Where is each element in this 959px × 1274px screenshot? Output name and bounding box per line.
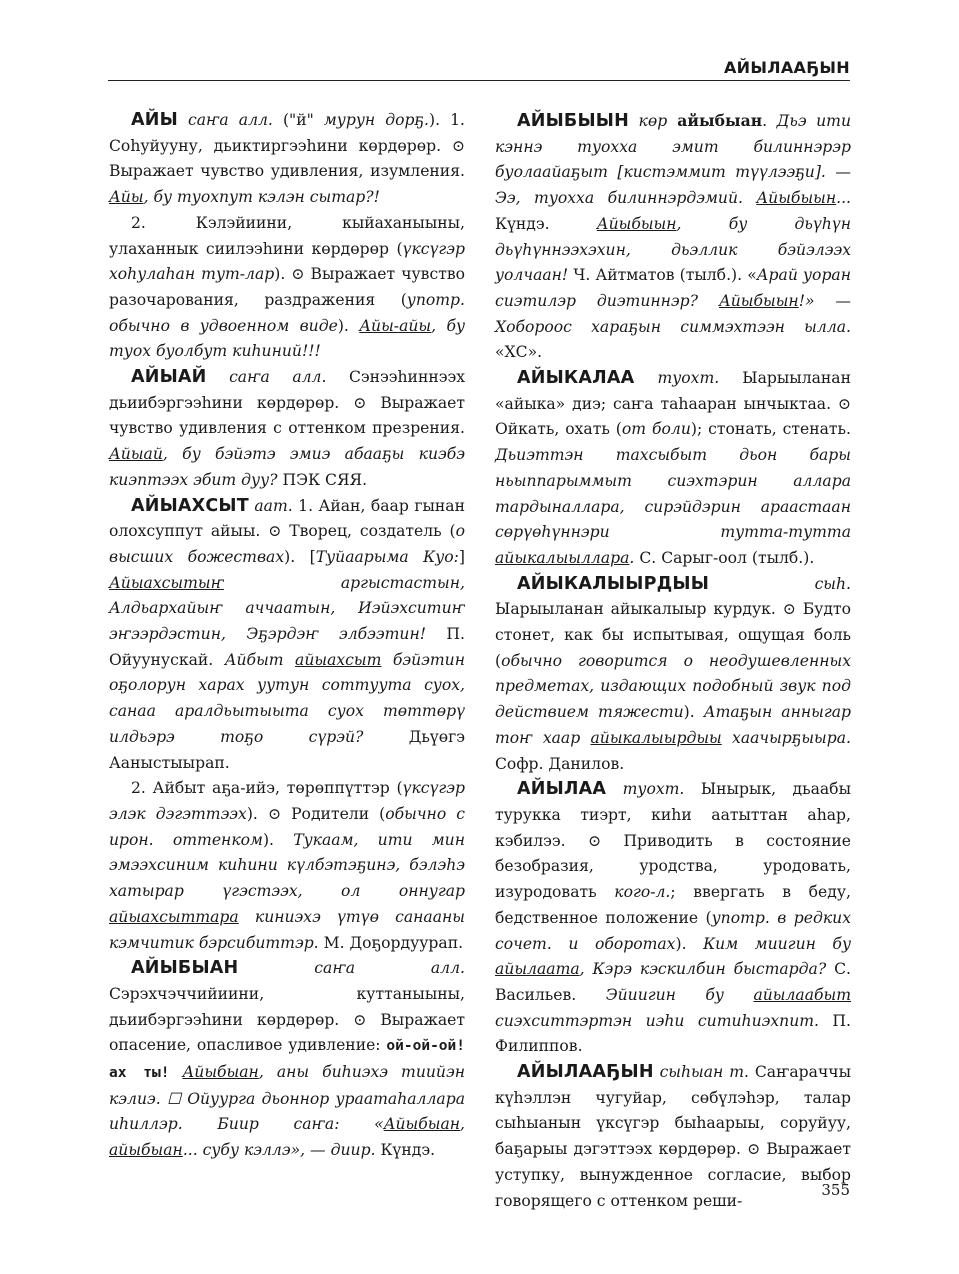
entry-text-segment: ). <box>683 703 704 722</box>
entry-text-segment: ). <box>675 934 704 953</box>
entry-headword: АЙЫЛААҔЫН <box>517 1062 654 1083</box>
entry-text-segment: Саҥараччы күһэллэн чугуйар, сөбүлэһэр, талар сыһыанын үксүгэр быһаарыы, соруйуу, баҕарыы дэгэттээх көрдөрөр. ⊙ Выражает уступку, вынужденное согласие, выбор говорящего с оттенком реши- <box>495 1063 851 1210</box>
entry-text-segment: Софр. Данилов. <box>495 754 625 773</box>
entry-text-segment: Айы-айы <box>359 316 432 335</box>
entry-text-segment: ). ⊙ Выражает чувство разочарования, раздражения ( <box>109 265 465 309</box>
entry-text-segment: М. Доҕордуурап. <box>318 933 464 952</box>
entry-text-segment: айыбыан <box>109 1141 183 1160</box>
entry-text-segment: Атаҕын анныгар тоҥ хаар <box>495 703 851 747</box>
entry-text-segment: Туйаарыма Куо: <box>315 547 459 566</box>
entry-text-segment: ). [ <box>284 547 316 566</box>
entry-text-segment: Айыахсытыҥ <box>109 573 224 592</box>
entry-text-segment: Эйиигин бу <box>605 985 754 1004</box>
entry-text-segment: П. Филиппов. <box>495 1011 851 1056</box>
entry-text-segment: Айыбыын <box>596 214 677 233</box>
entry-headword: АЙЫКАЛЫЫРДЫЫ <box>517 573 710 594</box>
entry-text-segment: айыбыан <box>667 111 763 130</box>
entry-text-segment: о высших божествах <box>109 522 465 566</box>
entry-text-segment: ой-ой-ой! ах ты! <box>109 1038 465 1082</box>
entry-text-segment: Сэрэхчэччийиини, куттаныыны, дьиибэргээһини көрдөрөр. ⊙ Выражает опасение, опасливое удивление: <box>109 984 465 1055</box>
entry-text-segment: айыкалыыллара <box>495 548 630 567</box>
left-column <box>109 108 465 1164</box>
header-rule <box>108 80 850 81</box>
entry-text-segment: ] <box>458 547 465 566</box>
entry-text-segment: Арай уоран сиэтилэр диэтиннэр? <box>495 266 851 310</box>
entry-text-segment: аат. <box>254 496 293 515</box>
entry-text-segment: употр. обычно в удвоенном виде <box>109 290 465 335</box>
entry-text-segment: «ХС». <box>495 343 543 362</box>
entry-text-segment: С. Васильев. <box>495 960 851 1004</box>
entry-text-segment: үксүгэр хоһулаһан тут-лар <box>109 239 465 284</box>
entry-text-segment: Дьэ ити кэннэ туохха эмит билиннэрэр буолаайаҕыт [кистэммит түүлээҕи]. <box>495 112 851 182</box>
entry-text-segment: саҥа алл. <box>229 368 327 387</box>
entry-text-segment: көр <box>638 112 668 130</box>
right-column <box>495 108 851 1214</box>
entry-headword: АЙЫБЫАН <box>131 958 239 979</box>
entry-text-segment: киниэхэ үтүө санааны кэмчитик бэрсибиттэр. <box>109 907 465 952</box>
entry-headword: АЙЫКАЛАА <box>517 368 635 389</box>
entry-text-segment: Айыай <box>109 445 163 464</box>
entry-text-segment: сыһыан т. <box>659 1063 749 1082</box>
entry-text-segment: обычно говорится о неодушевленных предметах, издающих подобный звук под действием тяжести <box>495 651 851 722</box>
dictionary-entry <box>109 956 465 1164</box>
dictionary-entry <box>109 211 465 365</box>
entry-text-segment: , аны биһиэхэ тиийэн кэлиэ. ☐ Ойуурга дьоннор ураатаһаллара иһиллэр. Биир саҥа: « <box>109 1063 465 1134</box>
entry-text-segment: аргыстастын, Алдьархайыҥ аччаатын, Иэйэхситиҥ эҥээрдэстин, Эҕэрдэҥ элбээтин! <box>109 573 465 644</box>
entry-text-segment: Күндэ. <box>495 214 597 233</box>
entry-text-segment: Айыбыан <box>182 1063 259 1082</box>
entry-text-segment: обычно с ирон. оттенком <box>109 804 465 849</box>
dictionary-entry <box>109 365 465 494</box>
entry-text-segment: туохт. <box>622 780 685 799</box>
entry-text-segment: употр. в редких сочет. и оборотах <box>495 908 851 953</box>
entry-text-segment: Айбыт <box>224 650 296 669</box>
entry-text-segment: кого-л. <box>614 883 671 902</box>
entry-text-segment: 1. Айан, баар гынан олохсуппут айыы. ⊙ Творец, создатель ( <box>109 496 465 541</box>
entry-headword: АЙЫ <box>131 110 178 130</box>
entry-text-segment: Ээ, туохха билиннэрдэмий. <box>495 189 757 208</box>
entry-text-segment: , <box>460 1115 465 1134</box>
entry-text-segment: С. Сарыг-оол (тылб.). <box>634 548 815 567</box>
entry-text-segment: ... <box>836 189 851 208</box>
entry-text-segment: ). <box>337 316 360 335</box>
entry-text-segment: Сэнээһиннээх дьиибэргээһини көрдөрөр. ⊙ Выражает чувство удивления с оттенком презрения. <box>109 368 465 438</box>
dictionary-entry <box>495 108 851 366</box>
entry-text-segment: сиэхситтэртэн иэһи ситиһиэхпит. <box>495 1011 819 1030</box>
entry-text-segment: от боли <box>621 420 691 439</box>
entry-headword: АЙЫЛАА <box>517 779 607 800</box>
entry-text-segment: , бу дьүһүн дьүһүннээхэхин, дьэллик бэйэлээх уолчаан! <box>495 214 851 285</box>
entry-text-segment: Дьүөгэ Ааныстыырап. <box>109 727 465 772</box>
entry-text-segment: ). ⊙ Родители ( <box>246 804 386 823</box>
entry-text-segment: Хобороос хараҕын симмэхтээн ылла. <box>495 317 851 336</box>
entry-headword: АЙЫАХСЫТ <box>131 495 249 516</box>
entry-headword: АЙЫБЫЫН <box>517 111 629 131</box>
entry-text-segment: Ыарыыланан «айыка» диэ; саҥа таһааран ынчыктаа. ⊙ Ойкать, охать ( <box>495 369 851 439</box>
dictionary-entry <box>495 1060 851 1214</box>
entry-text-segment: Айыбыан <box>383 1115 461 1134</box>
dictionary-entry <box>109 776 465 956</box>
entry-text-segment: ПЭК СЯЯ. <box>277 470 368 489</box>
entry-text-segment: Дьиэттэн тахсыбыт дьон бары ньыппарыммыт сиэхтэрин аллара тардыналлара, сирэйдэрин араастаан сөрүөһүннэри тутта-тутта <box>495 446 851 542</box>
entry-text-segment: туохт. <box>657 369 720 388</box>
entry-text-segment: саҥа алл. <box>314 959 465 978</box>
entry-text-segment: . <box>629 548 635 567</box>
dictionary-entry <box>109 494 465 777</box>
entry-text-segment <box>169 1063 182 1081</box>
entry-text-segment: Ким миигин бу <box>703 934 851 953</box>
entry-text-segment: Ч. Айтматов (тылб.). « <box>568 266 757 285</box>
dictionary-entry <box>495 777 851 1060</box>
entry-text-segment: Ынырык, дьаабы турукка тиэрт, киһи аатыттан аһар, кэбилээ. ⊙ Приводить в состояние безобразия, уродства, уродовать, изуродовать <box>495 780 851 902</box>
entry-text-segment: , бу бэйэтэ эмиэ абааҕы киэбэ киэптээх эбит дуу? <box>109 445 465 489</box>
entry-text-segment: мурун дорҕ. <box>323 111 429 129</box>
entry-text-segment: Күндэ. <box>375 1141 436 1160</box>
entry-text-segment: , бу туох буолбут киһиний!!! <box>109 316 466 361</box>
entry-text-segment: Айыбыын <box>718 291 799 310</box>
entry-text-segment: айыкалыырдыы <box>590 728 722 747</box>
entry-text-segment: бэйэтин оҕолорун харах уутун соттуута суох, санаа аралдьытыыта суох төттөрү илдьэрэ тоҕо сүрэй? <box>109 650 465 746</box>
entry-text-segment: ; ввергать в беду, бедственное положение ( <box>495 883 851 927</box>
entry-headword: АЙЫАЙ <box>131 367 207 388</box>
running-head: АЙЫЛААҔЫН <box>723 58 850 77</box>
entry-text-segment: ). <box>262 830 294 849</box>
entry-text-segment: ... субу кэллэ», — диир. <box>182 1141 376 1160</box>
entry-text-segment: айыахсыттара <box>109 907 239 926</box>
entry-text-segment: саҥа алл. <box>188 111 273 129</box>
entry-text-segment: айыахсыт <box>295 650 382 669</box>
dictionary-entry <box>495 366 851 572</box>
entry-text-segment: Тукаам, ити мин эмээхсиним киһини күлбэтэҕинэ, бэлэһэ хатырар үгэстээх, ол оннугар <box>109 830 465 901</box>
entry-text-segment: 2. Айбыт аҕа-ийэ, төрөппүттэр ( <box>131 779 403 798</box>
entry-text-segment: , Кэрэ кэскилбин быстарда? <box>579 960 827 979</box>
entry-text-segment: сыһ. <box>814 574 851 593</box>
entry-text-segment: Айыбыын <box>756 189 837 208</box>
entry-text-segment: — <box>825 163 851 182</box>
entry-text-segment: Айы <box>109 188 144 207</box>
dictionary-entry <box>495 572 851 778</box>
entry-text-segment: хаачырҕыыра. <box>721 728 851 747</box>
entry-text-segment: үксүгэр элэк дэгэттээх <box>109 779 465 823</box>
entry-text-segment: ). 1. Соһуйууну, дьиктиргээһини көрдөрөр. ⊙ Выражает чувство удивления, изумления. <box>109 111 465 181</box>
dictionary-entry <box>109 108 465 211</box>
entry-text-segment: ); стонать, стенать. <box>690 420 851 439</box>
entry-text-segment: 2. Кэлэйиини, кыйаханыыны, улаханнык сиилээһини көрдөрөр ( <box>109 213 465 258</box>
entry-text-segment: . <box>762 112 777 130</box>
entry-text-segment: , бу туохпут кэлэн сытар?! <box>143 188 380 207</box>
page-number: 355 <box>821 1181 850 1199</box>
entry-text-segment: ("й" <box>272 111 324 129</box>
entry-text-segment: айылаабыт <box>753 985 852 1004</box>
entry-text-segment: !» — <box>798 291 852 310</box>
entry-text-segment: айылаата <box>495 960 580 979</box>
entry-text-segment: П. Ойуунускай. <box>109 625 465 669</box>
entry-text-segment: Ыарыыланан айыкалыыр курдук. ⊙ Будто стонет, как бы испытывая, ощущая боль ( <box>495 600 851 670</box>
